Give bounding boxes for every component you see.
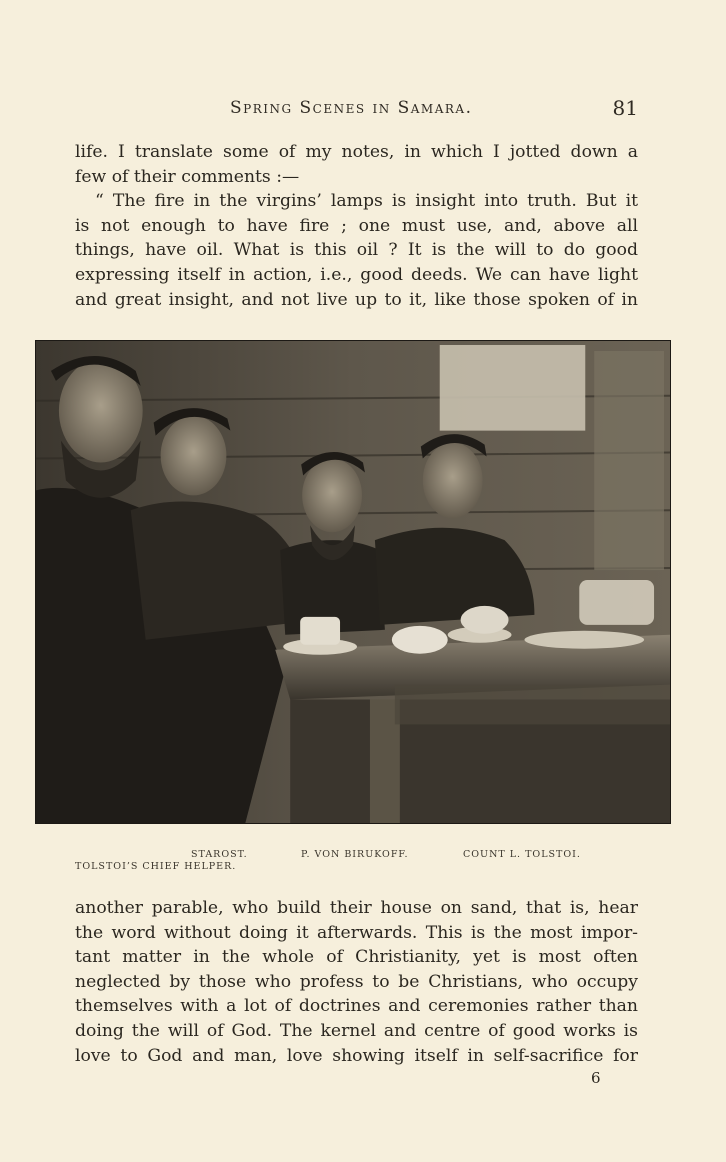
- text-line: love to God and man, love showing itself in self-sacrifice for: [75, 1045, 638, 1066]
- plate-captions: [75, 849, 638, 879]
- caption-chief-helper: TOLSTOI’S CHIEF HELPER.: [75, 861, 237, 872]
- text-line: tant matter in the whole of Christianity, yet is most often: [75, 947, 638, 968]
- text-line: is not enough to have fire ; one must use, and, above all: [75, 215, 638, 236]
- page-number: 81: [612, 96, 638, 120]
- caption-tolstoi: COUNT L. TOLSTOI.: [463, 849, 581, 860]
- text-line: “ The fire in the virgins’ lamps is insight into truth. But it: [95, 191, 638, 212]
- running-title: Spring Scenes in Samara.: [230, 98, 473, 118]
- text-line: another parable, who build their house on sand, that is, hear: [75, 898, 638, 918]
- photograph-illustration: [36, 341, 670, 823]
- text-line: the word without doing it afterwards. This is the most impor-: [75, 922, 638, 943]
- caption-starost: STAROST.: [191, 849, 248, 860]
- text-line: expressing itself in action, i.e., good deeds. We can have light: [75, 264, 638, 285]
- text-line: doing the will of God. The kernel and centre of good works is: [75, 1020, 638, 1041]
- signature-mark: 6: [591, 1069, 601, 1087]
- text-block-bottom: [75, 896, 638, 1068]
- text-line: themselves with a lot of doctrines and ceremonies rather than: [75, 996, 638, 1017]
- running-head: [75, 96, 638, 122]
- text-line: and great insight, and not live up to it, like those spoken of in: [75, 289, 638, 310]
- caption-birukoff: P. VON BIRUKOFF.: [301, 849, 409, 860]
- text-line: things, have oil. What is this oil ? It is the will to do good: [75, 240, 638, 261]
- text-line: neglected by those who profess to be Christians, who occupy: [75, 971, 638, 992]
- photo-plate: [35, 340, 671, 824]
- text-line: few of their comments :—: [75, 166, 300, 187]
- text-block-top: [75, 140, 638, 312]
- text-line: life. I translate some of my notes, in which I jotted down a: [75, 142, 638, 162]
